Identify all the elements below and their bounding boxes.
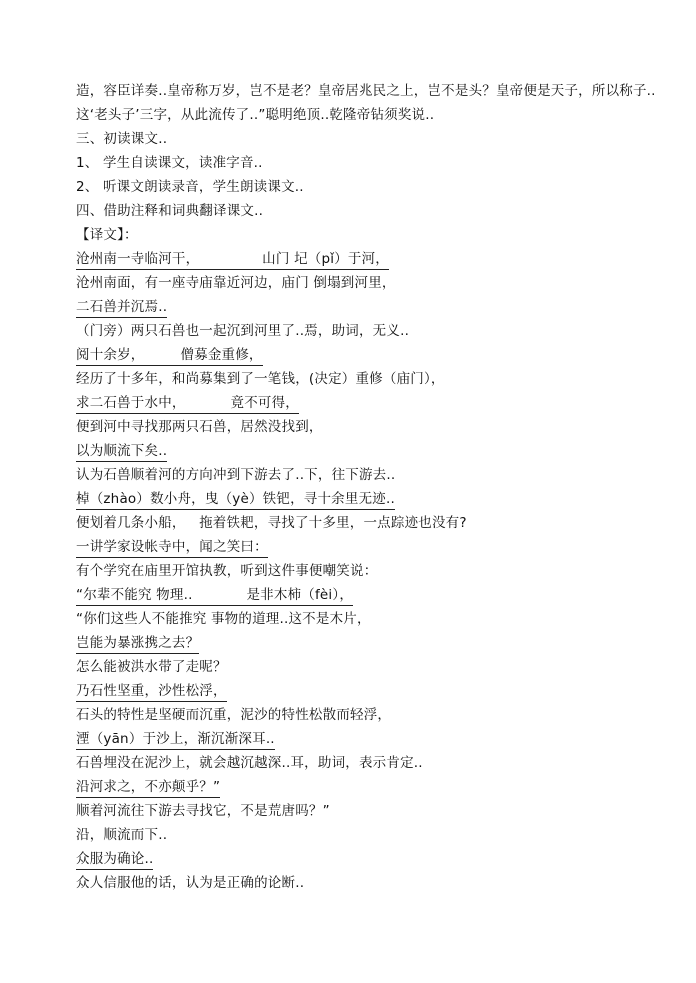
translation-line: 便到河中寻找那两只石兽，居然没找到， — [76, 419, 323, 435]
original-text-line: 求二石兽于水中， 竟不可得， — [76, 394, 299, 414]
translation-line: 经历了十多年，和尚募集到了一笔钱，(决定）重修（庙门）， — [76, 371, 445, 387]
translation-line: 沧州南面，有一座寺庙靠近河边，庙门 倒塌到河里， — [76, 275, 396, 291]
list-item: 2、 听课文朗读录音，学生朗读课文.. — [76, 179, 304, 195]
original-text-line: 乃石性坚重，沙性松浮， — [76, 682, 227, 702]
text-line: 这‘老头子’三字，从此流传了..”聪明绝顶..乾隆帝钻须奖说.. — [76, 107, 435, 123]
translation-line: 认为石兽顺着河的方向冲到下游去了..下，往下游去.. — [76, 467, 396, 483]
note-line: 沿，顺流而下.. — [76, 827, 168, 843]
original-text-line: 岂能为暴涨携之去？ — [76, 634, 199, 654]
original-text-line: 沿河求之，不亦颠乎？” — [76, 778, 220, 798]
translation-label: 【译文】： — [76, 227, 138, 243]
list-item: 1、 学生自读课文，读准字音.. — [76, 155, 263, 171]
translation-line: 众人信服他的话，认为是正确的论断.. — [76, 875, 305, 891]
translation-line: 顺着河流往下游去寻找它，不是荒唐吗？” — [76, 803, 330, 819]
translation-line: 便划着几条小船， 拖着铁耙，寻找了十多里，一点踪迹也没有? — [76, 515, 467, 531]
original-text-line: 棹（zhào）数小舟，曳（yè）铁钯，寻十余里无迹.. — [76, 490, 395, 510]
translation-line: 有个学究在庙里开馆执教，听到这件事便嘲笑说： — [76, 563, 378, 579]
section-heading: 三、初读课文.. — [76, 131, 168, 147]
original-text-line: 湮（yān）于沙上，渐沉渐深耳.. — [76, 730, 275, 750]
translation-line: 怎么能被洪水带了走呢？ — [76, 659, 227, 675]
original-text-line: 以为顺流下矣.. — [76, 442, 167, 462]
text-line: 造，容臣详奏..皇帝称万岁，岂不是老？皇帝居兆民之上，岂不是头？皇帝便是天子，所以称子.. — [76, 83, 656, 99]
translation-line: 石头的特性是坚硬而沉重，泥沙的特性松散而轻浮， — [76, 707, 392, 723]
original-text-line: 众服为确论.. — [76, 850, 153, 870]
original-text-line: “尔辈不能究 物理.. 是非木柿（fèi）， — [76, 586, 353, 606]
original-text-line: 一讲学家设帐寺中，闻之笑曰： — [76, 538, 268, 558]
section-heading: 四、借助注释和词典翻译课文.. — [76, 203, 264, 219]
original-text-line: 二石兽并沉焉.. — [76, 298, 167, 318]
original-text-line: 沧州南一寺临河干， 山门 圮（pǐ）于河， — [76, 250, 389, 270]
original-text-line: 阅十余岁， 僧募金重修， — [76, 346, 263, 366]
translation-line: （门旁）两只石兽也一起沉到河里了..焉，助词，无义.. — [76, 323, 410, 339]
translation-line: “你们这些人不能推究 事物的道理..这不是木片， — [76, 611, 371, 627]
translation-line: 石兽埋没在泥沙上，就会越沉越深..耳，助词，表示肯定.. — [76, 755, 423, 771]
